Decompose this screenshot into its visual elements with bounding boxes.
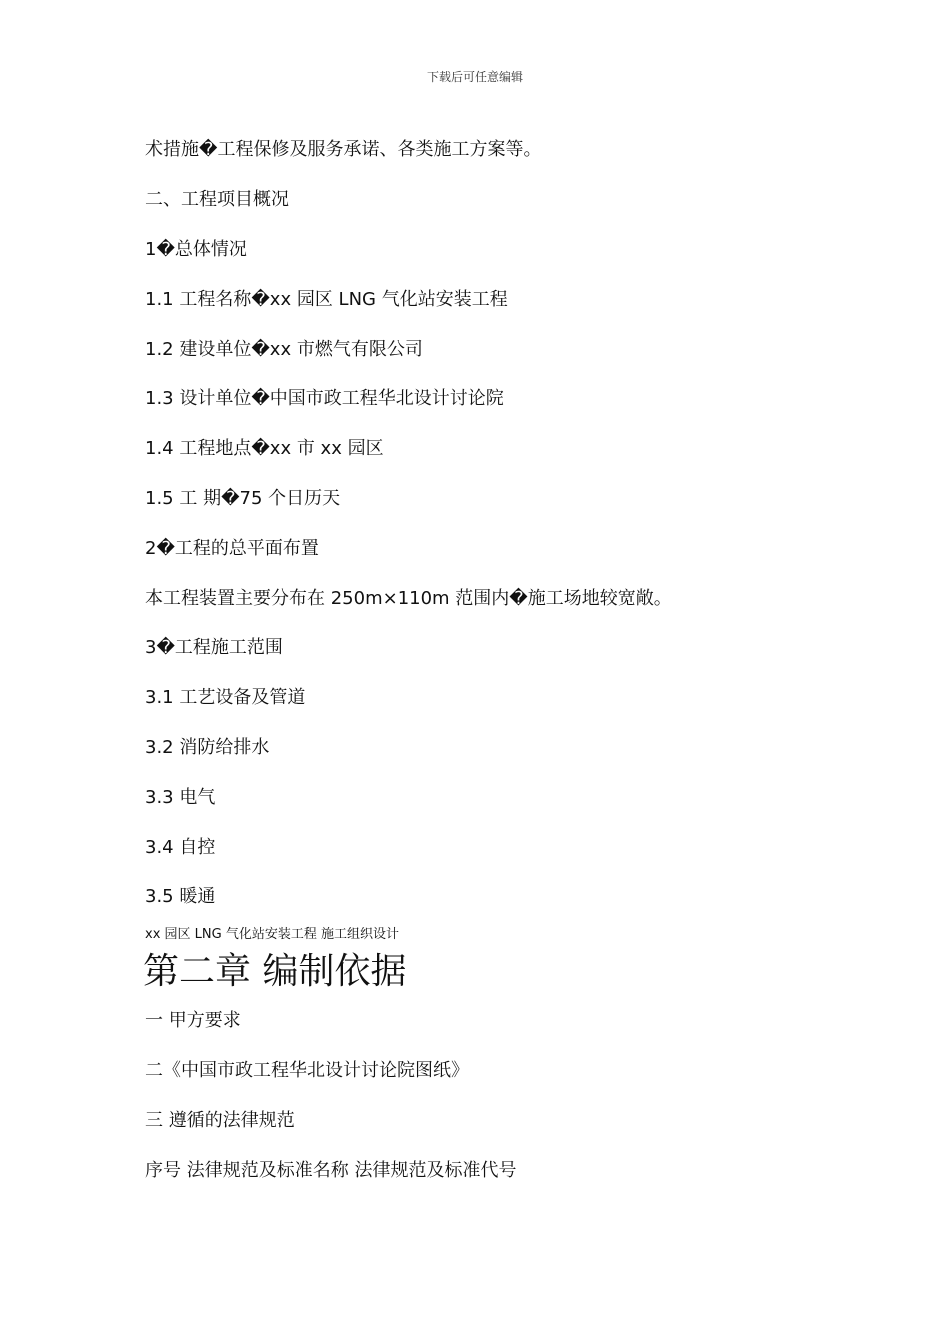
list-item: 1.4 工程地点�xx 市 xx 园区 xyxy=(145,438,384,459)
list-item: 二《中国市政工程华北设计讨论院图纸》 xyxy=(145,1060,469,1081)
list-item: 1.5 工 期�75 个日历天 xyxy=(145,488,341,509)
list-item: 三 遵循的法律规范 xyxy=(145,1110,295,1131)
list-item: 3.3 电气 xyxy=(145,787,216,808)
chapter-title: 第二章 编制依据 xyxy=(143,951,407,992)
list-item: 1.2 建设单位�xx 市燃气有限公司 xyxy=(145,339,423,360)
table-header-row: 序号 法律规范及标准名称 法律规范及标准代号 xyxy=(145,1160,517,1181)
subsection-heading: 1�总体情况 xyxy=(145,239,247,260)
list-item: 3.2 消防给排水 xyxy=(145,737,270,758)
body-line: 术措施�工程保修及服务承诺、各类施工方案等。 xyxy=(145,139,542,160)
list-item: 1.1 工程名称�xx 园区 LNG 气化站安装工程 xyxy=(145,289,508,310)
body-line: 本工程装置主要分布在 250m×110m 范围内�施工场地较宽敞。 xyxy=(145,588,672,609)
subsection-heading: 3�工程施工范围 xyxy=(145,637,283,658)
list-item: 一 甲方要求 xyxy=(145,1010,241,1031)
list-item: 3.4 自控 xyxy=(145,837,216,858)
page-header: 下载后可任意编辑 xyxy=(426,70,523,84)
list-item: 3.1 工艺设备及管道 xyxy=(145,687,306,708)
list-item: 1.3 设计单位�中国市政工程华北设计讨论院 xyxy=(145,388,504,409)
section-heading: 二、工程项目概况 xyxy=(145,189,289,210)
running-title: xx 园区 LNG 气化站安装工程 施工组织设计 xyxy=(145,927,399,942)
subsection-heading: 2�工程的总平面布置 xyxy=(145,538,319,559)
list-item: 3.5 暖通 xyxy=(145,886,216,907)
